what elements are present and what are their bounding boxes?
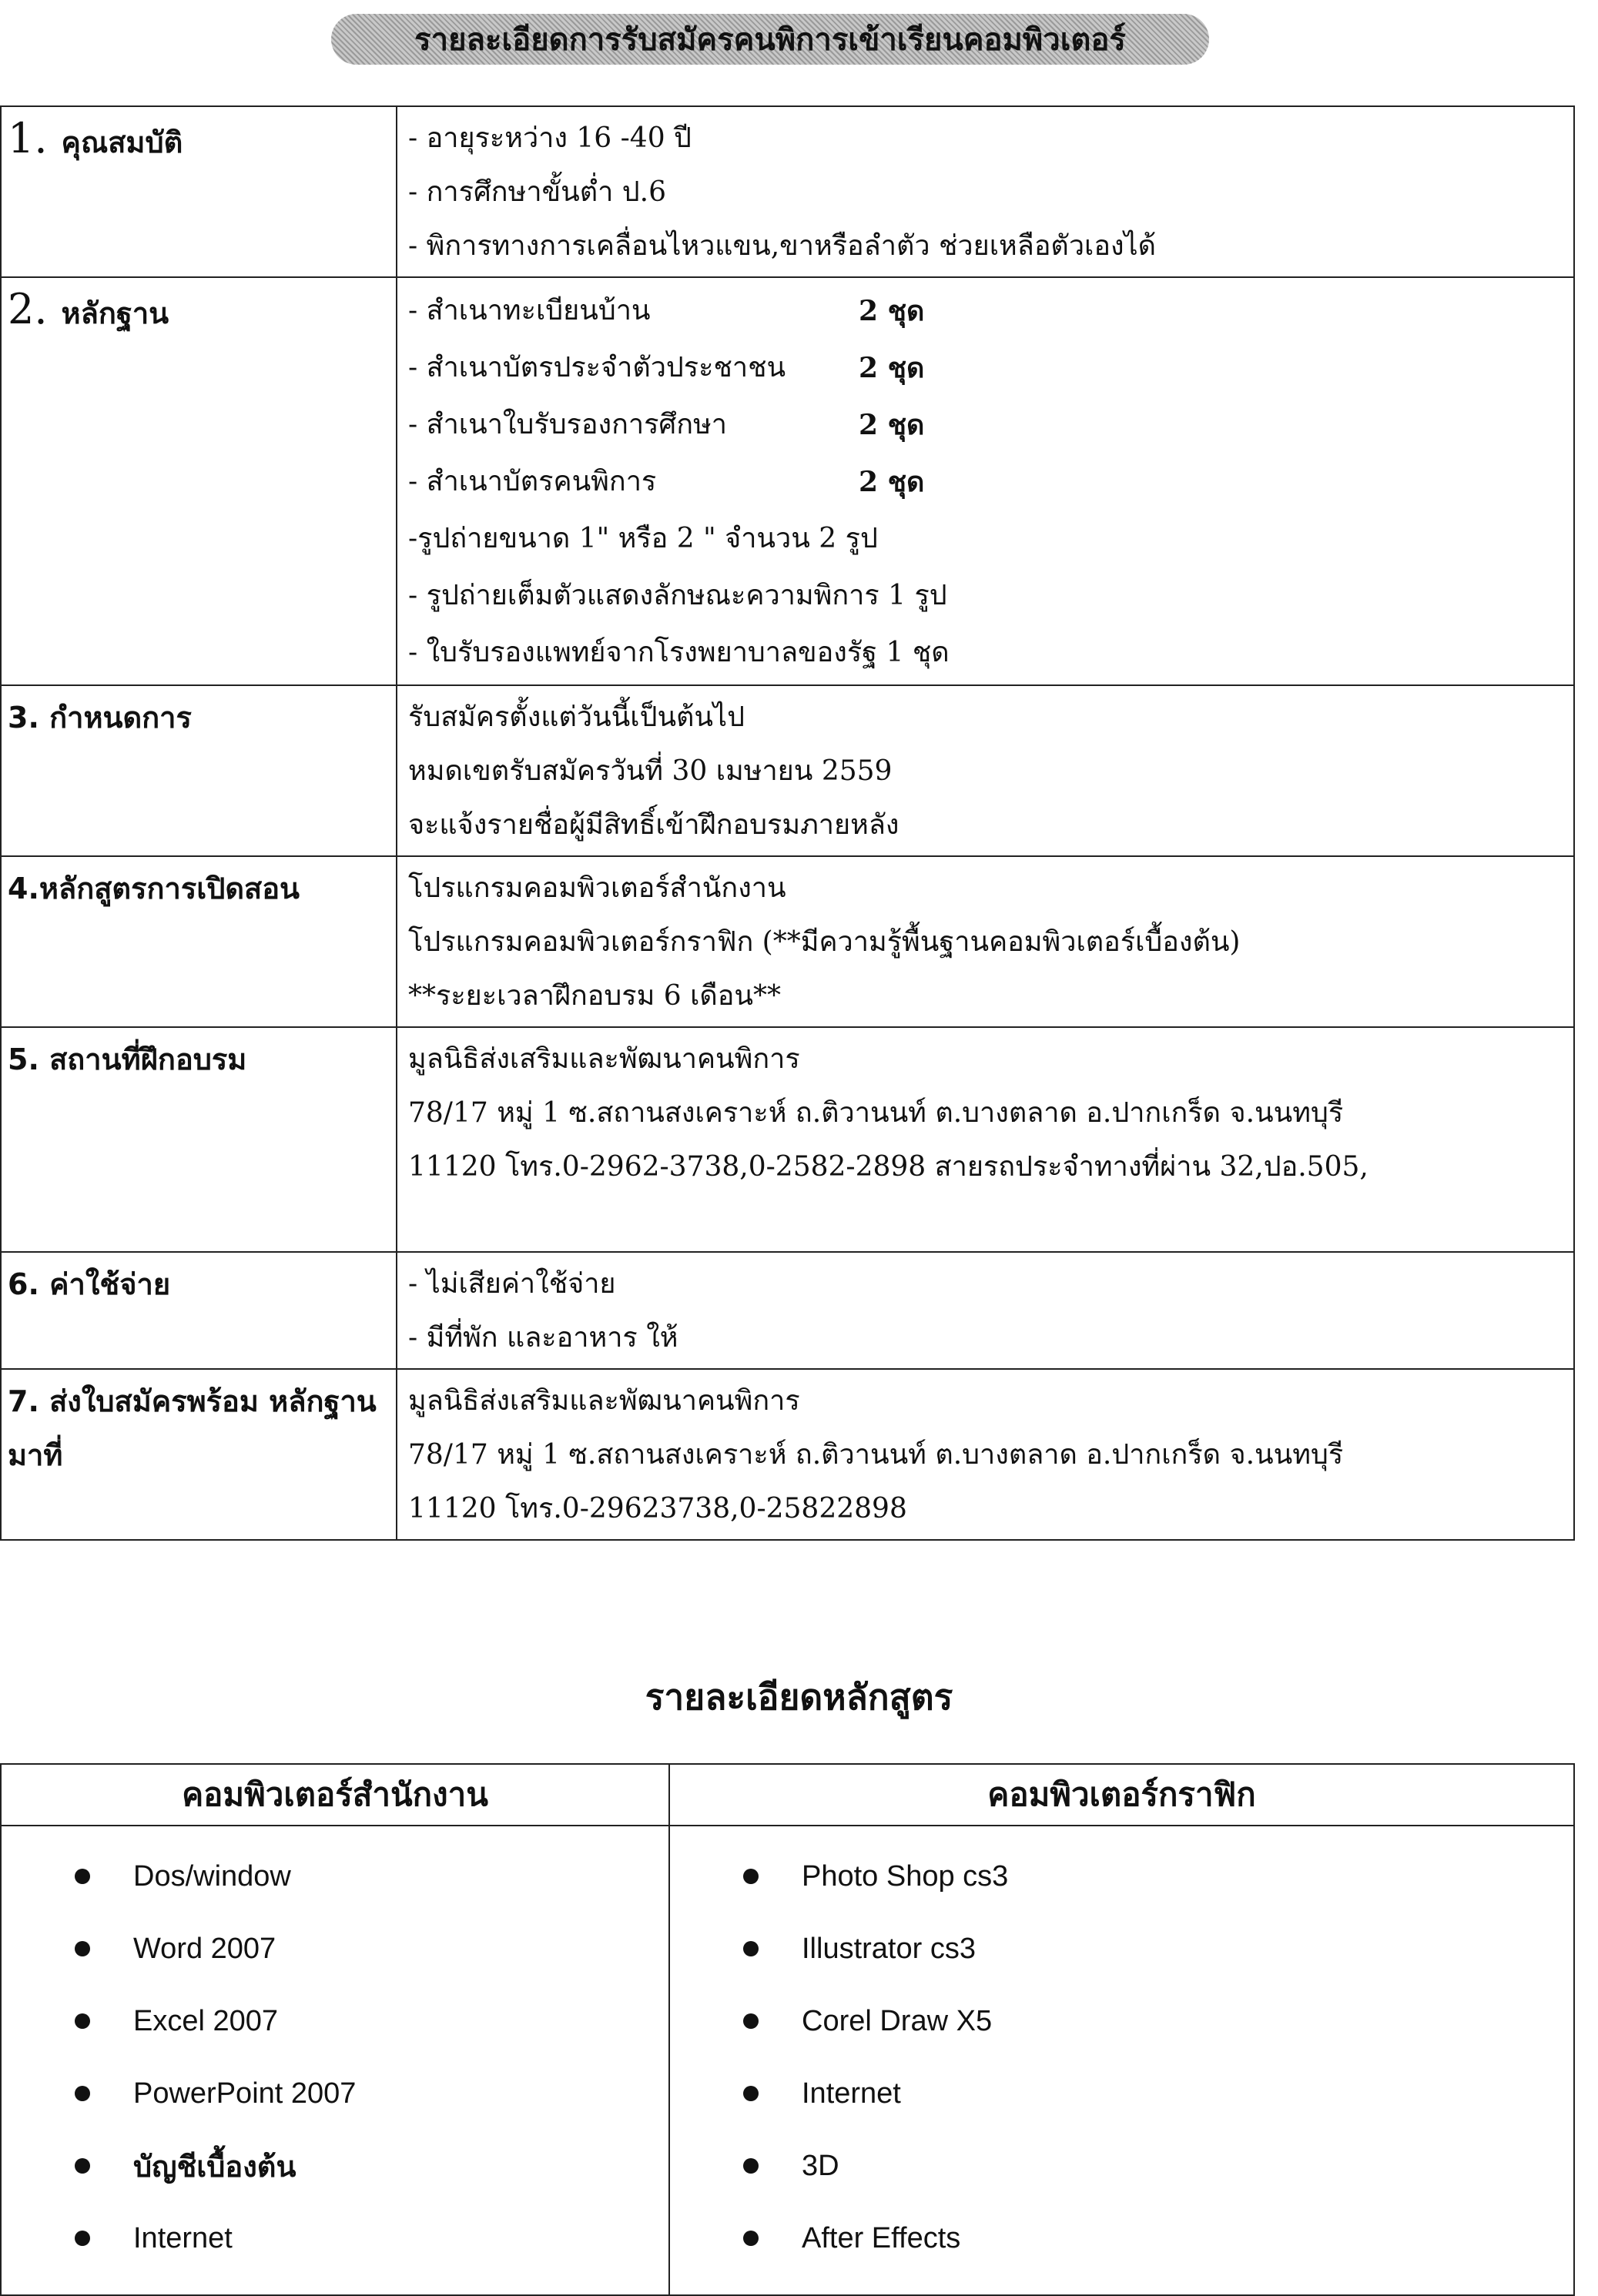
table-header-row <box>1 1764 1574 1826</box>
list-item: 78/17 หมู่ 1 ซ.สถานสงเคราะห์ ถ.ติวานนท์ ต.บางตลาด อ.ปากเกร็ด จ.นนทบุรี <box>408 1097 1344 1129</box>
section-heading: 5. สถานที่ฝึกอบรม <box>1 1027 397 1252</box>
section-heading: 3. กำหนดการ <box>1 685 397 856</box>
list-item: PowerPoint 2007 <box>2 2057 668 2130</box>
table-row <box>1 685 1574 856</box>
list-item: Illustrator cs3 <box>670 1913 1573 1985</box>
bullet-icon <box>75 2158 90 2174</box>
bullet-icon <box>743 1869 759 1884</box>
section-heading: 6. ค่าใช้จ่าย <box>1 1252 397 1369</box>
bullet-icon <box>743 2013 759 2029</box>
list-item: 3D <box>670 2130 1573 2202</box>
list-item: - มีที่พัก และอาหาร ให้ <box>408 1322 678 1354</box>
section-heading: 4.หลักสูตรการเปิดสอน <box>1 856 397 1027</box>
list-item: 11120 โทร.0-29623738,0-25822898 <box>408 1493 907 1525</box>
bullet-icon <box>743 2086 759 2101</box>
graphic-column-header: คอมพิวเตอร์กราฟิก <box>669 1764 1574 1826</box>
section-content <box>397 277 1574 685</box>
list-item: - รูปถ่ายเต็มตัวแสดงลักษณะความพิการ 1 รูป <box>408 580 947 611</box>
list-item: รับสมัครตั้งแต่วันนี้เป็นต้นไป <box>408 701 745 733</box>
list-item: โปรแกรมคอมพิวเตอร์สำนักงาน <box>408 872 786 904</box>
requirements-table <box>0 105 1575 1541</box>
list-item: Internet <box>670 2057 1573 2130</box>
list-item: - อายุระหว่าง 16 -40 ปี <box>408 122 692 154</box>
section-content <box>397 1252 1574 1369</box>
bullet-icon <box>75 1869 90 1884</box>
table-row <box>1 1369 1574 1540</box>
bullet-icon <box>743 1941 759 1956</box>
list-item: โปรแกรมคอมพิวเตอร์กราฟิก (**มีความรู้พื้นฐานคอมพิวเตอร์เบื้องต้น) <box>408 926 1241 958</box>
courses-title: รายละเอียดหลักสูตร <box>645 1676 953 1718</box>
list-item: Excel 2007 <box>2 1985 668 2057</box>
list-item: 11120 โทร.0-2962-3738,0-2582-2898 สายรถประจำทางที่ผ่าน 32,ปอ.505, <box>408 1151 1369 1183</box>
table-row <box>1 1027 1574 1252</box>
list-item: Photo Shop cs3 <box>670 1840 1573 1913</box>
list-item: - สำเนาบัตรคนพิการ 2 ชุด <box>408 466 925 498</box>
section-heading: 1. คุณสมบัติ <box>1 106 397 277</box>
section-content <box>397 856 1574 1027</box>
list-item: - การศึกษาขั้นต่ำ ป.6 <box>408 176 667 208</box>
bullet-icon <box>75 2086 90 2101</box>
section-heading: 7. ส่งใบสมัครพร้อม หลักฐานมาที่ <box>1 1369 397 1540</box>
bullet-icon <box>743 2231 759 2246</box>
page-title-banner <box>331 14 1209 65</box>
list-item: - ไม่เสียค่าใช้จ่าย <box>408 1268 616 1300</box>
list-item: Internet <box>2 2202 668 2274</box>
table-row <box>1 856 1574 1027</box>
list-item: -รูปถ่ายขนาด 1" หรือ 2 " จำนวน 2 รูป <box>408 523 878 554</box>
list-item: 78/17 หมู่ 1 ซ.สถานสงเคราะห์ ถ.ติวานนท์ ต.บางตลาด อ.ปากเกร็ด จ.นนทบุรี <box>408 1439 1344 1471</box>
list-item: Dos/window <box>2 1840 668 1913</box>
list-item: หมดเขตรับสมัครวันที่ 30 เมษายน 2559 <box>408 755 893 787</box>
list-item: Word 2007 <box>2 1913 668 1985</box>
section-content <box>397 1027 1574 1252</box>
table-row <box>1 1826 1574 2295</box>
list-item: มูลนิธิส่งเสริมและพัฒนาคนพิการ <box>408 1385 800 1417</box>
list-item: Corel Draw X5 <box>670 1985 1573 2057</box>
section-content <box>397 685 1574 856</box>
bullet-icon <box>75 2013 90 2029</box>
list-item: After Effects <box>670 2202 1573 2274</box>
list-item: - สำเนาบัตรประจำตัวประชาชน 2 ชุด <box>408 352 925 384</box>
list-item: จะแจ้งรายชื่อผู้มีสิทธิ์เข้าฝึกอบรมภายหลัง <box>408 809 900 841</box>
list-item: - ใบรับรองแพทย์จากโรงพยาบาลของรัฐ 1 ชุด <box>408 637 950 668</box>
list-item: - สำเนาใบรับรองการศึกษา 2 ชุด <box>408 409 925 441</box>
graphic-course-list <box>669 1826 1574 2295</box>
table-row <box>1 106 1574 277</box>
bullet-icon <box>743 2158 759 2174</box>
list-item: **ระยะเวลาฝึกอบรม 6 เดือน** <box>408 980 782 1012</box>
section-content <box>397 106 1574 277</box>
section-heading: 2. หลักฐาน <box>1 277 397 685</box>
table-row <box>1 277 1574 685</box>
table-row <box>1 1252 1574 1369</box>
courses-table <box>0 1763 1575 2296</box>
bullet-icon <box>75 2231 90 2246</box>
list-item: มูลนิธิส่งเสริมและพัฒนาคนพิการ <box>408 1043 800 1075</box>
bullet-icon <box>75 1941 90 1956</box>
office-course-list <box>1 1826 669 2295</box>
list-item: - พิการทางการเคลื่อนไหวแขน,ขาหรือลำตัว ช่วยเหลือตัวเองได้ <box>408 230 1157 262</box>
page-title: รายละเอียดการรับสมัครคนพิการเข้าเรียนคอมพิวเตอร์ <box>414 22 1126 58</box>
list-item: บัญชีเบื้องต้น <box>2 2130 668 2202</box>
section-content <box>397 1369 1574 1540</box>
office-column-header: คอมพิวเตอร์สำนักงาน <box>1 1764 669 1826</box>
list-item: - สำเนาทะเบียนบ้าน 2 ชุด <box>408 295 925 327</box>
